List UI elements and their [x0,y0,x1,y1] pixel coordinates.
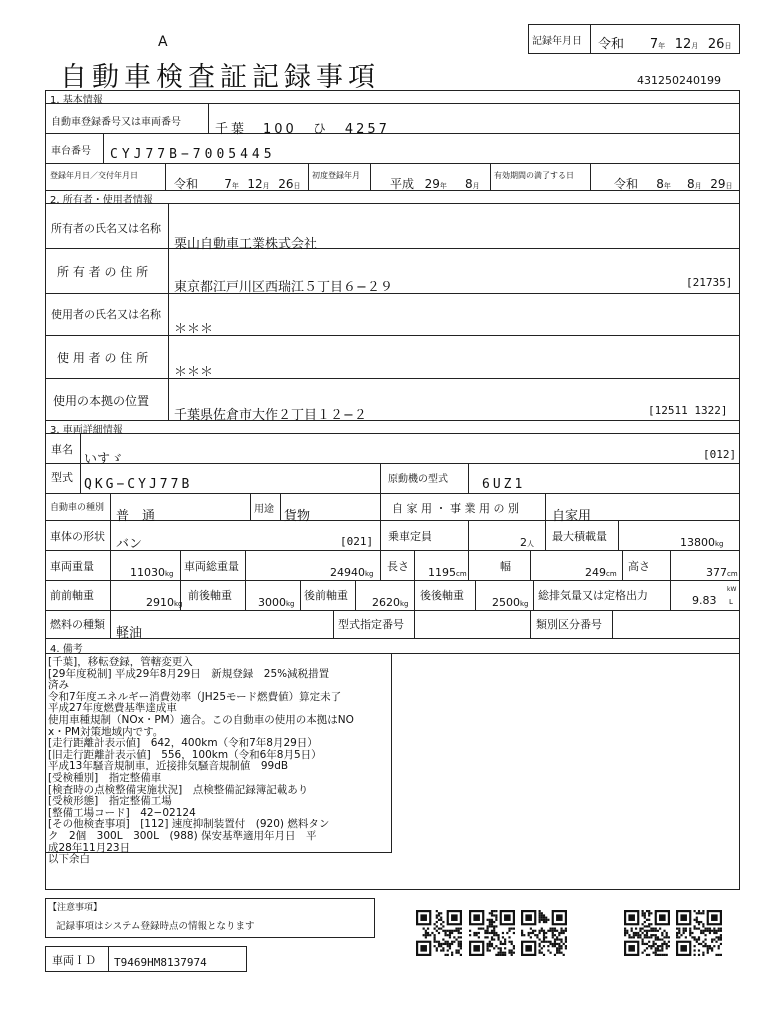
user-name-value: ＊＊＊ [174,322,214,337]
section-basic-heading: 1. 基本情報 [50,95,103,106]
maker-label: 車名 [51,443,73,456]
section-vehicle-heading: 3. 車両詳細情報 [50,425,123,436]
gross-weight-value: 24940kg [330,566,374,579]
chassis-value: CYJ77B−7005445 [110,147,276,162]
max-load-label: 最大積載量 [552,530,607,543]
vehicle-id-value: T9469HM8137974 [114,956,207,969]
reg-number-label: 自動車登録番号又は車両番号 [51,117,181,128]
fuel-value: 軽油 [116,626,143,641]
owner-address-label: 所 有 者 の 住 所 [57,265,149,279]
width-label: 幅 [500,560,511,573]
model-value: QKG−CYJ77B [84,477,193,492]
section-remarks-heading: 4. 備考 [50,644,83,655]
user-address-value: ＊＊＊ [174,365,214,380]
shape-label: 車体の形状 [50,530,105,543]
qr-code-1 [416,910,462,956]
qr-code-5 [676,910,722,956]
max-load-value: 13800kg [680,536,724,549]
height-value: 377cm [706,566,738,579]
engine-label: 原動機の型式 [388,474,448,485]
first-reg-label: 初度登録年月 [312,171,360,180]
displacement-label: 総排気量又は定格出力 [538,589,648,602]
fuel-label: 燃料の種類 [50,618,105,631]
document-title: 自動車検査証記録事項 [60,62,380,93]
kind-value: 普 通 [116,509,156,524]
use-value: 貨物 [284,509,311,524]
shape-code: [021] [340,535,374,548]
qr-code-3 [521,910,567,956]
owner-name-label: 所有者の氏名又は名称 [51,222,161,235]
document-number: 431250240199 [637,74,721,87]
owner-address-code: [21735] [686,276,733,289]
chassis-label: 車台番号 [51,146,91,157]
first-reg-value: 平成 29年 8月 [390,177,480,191]
expiry-value: 令和 8年 8月 29日 [614,177,733,191]
shape-value: バン [116,537,143,552]
rf-axle-value: 2620kg [372,596,409,609]
issue-date-label: 登録年月日／交付年月日 [50,171,138,180]
ff-axle-value: 2910kg [146,596,183,609]
base-location-label: 使用の本拠の位置 [53,394,150,408]
expiry-label: 有効期間の満了する日 [494,171,574,180]
issue-date-value: 令和 7年 12月 26日 [174,177,301,191]
length-label: 長さ [387,560,409,573]
base-location-code: [12511 1322] [648,404,728,417]
qr-code-4 [624,910,670,956]
vehicle-id-label: 車両ＩＤ [52,954,96,967]
displacement-unit-bottom: L [729,598,733,606]
weight-label: 車両重量 [50,560,94,573]
height-label: 高さ [628,560,650,573]
section-owner-heading: 2. 所有者・使用者情報 [50,195,153,206]
displacement-unit-top: kW [727,586,737,593]
capacity-value: 2人 [520,536,534,549]
user-name-label: 使用者の氏名又は名称 [51,308,161,321]
type-designation-label: 型式指定番号 [338,618,404,631]
notes-heading: 【注意事項】 [48,903,103,913]
capacity-label: 乗車定員 [388,530,432,543]
weight-value: 11030kg [130,566,174,579]
qr-code-2 [469,910,515,956]
owner-name-value: 栗山自動車工業株式会社 [174,237,318,252]
record-date-label: 記録年月日 [532,36,582,47]
reg-number-value: 千葉 100 ひ 4257 [215,122,390,137]
rr-axle-label: 後後軸重 [420,589,464,602]
length-value: 1195cm [428,566,467,579]
gross-weight-label: 車両総重量 [184,560,239,573]
owner-address-value: 東京都江戸川区西瑞江５丁目６−２９ [174,280,393,295]
kind-label: 自動車の種別 [50,503,105,513]
model-label: 型式 [51,471,73,484]
purpose-value: 自家用 [552,509,592,524]
engine-value: 6UZ1 [482,477,526,492]
fr-axle-label: 前後軸重 [188,589,232,602]
displacement-value: 9.83 [692,594,717,607]
purpose-label: 自 家 用 ・ 事 業 用 の 別 [392,502,519,515]
record-date-value: 令和 7年 12月 26日 [598,37,732,52]
user-address-label: 使 用 者 の 住 所 [57,351,149,365]
notes-text: 記録事項はシステム登録時点の情報となります [56,921,255,932]
rr-axle-value: 2500kg [492,596,529,609]
fr-axle-value: 3000kg [258,596,295,609]
use-label: 用途 [254,504,274,515]
maker-value: いすゞ [84,452,124,467]
category-label: 類別区分番号 [536,618,602,631]
maker-code: [012] [703,448,737,461]
width-value: 249cm [585,566,617,579]
stamp-mark: A [158,34,168,50]
remarks-text: [千葉]，移転登録，管轄変更入 [29年度税制] 平成29年8月29日 新規登録 25%減税措置 済み 令和7年度エネルギー消費効率（JH25モード燃費値）算定未了 平成27年度燃費基準達成車 使用車種規制（NOx・PM）適合。この自動車の使用の本拠はNO x・PM対策地域内です。 [走行距離計表示値] 642，400km（令和7年8月29日） [旧走行距離計表示値] 556，100km（令和6年8月5日） 平成13年騒音規制車，近接排気騒音規制値 99dB [受検種別] 指定整備車 [検査時の点検整備実施状況] 点検整備記録簿記載あり [受検形態] 指定整備工場 [整備工場コード] 42−02124 [その他検査事項] [112] 速度抑制装置付 (920) 燃料タン ク 2個 300L 300L (988) 保安基準適用年月日 平 成28年11月23日 以下余白 [48,656,354,866]
rf-axle-label: 後前軸重 [304,589,348,602]
base-location-value: 千葉県佐倉市大作２丁目１２−２ [174,408,367,423]
ff-axle-label: 前前軸重 [50,589,94,602]
